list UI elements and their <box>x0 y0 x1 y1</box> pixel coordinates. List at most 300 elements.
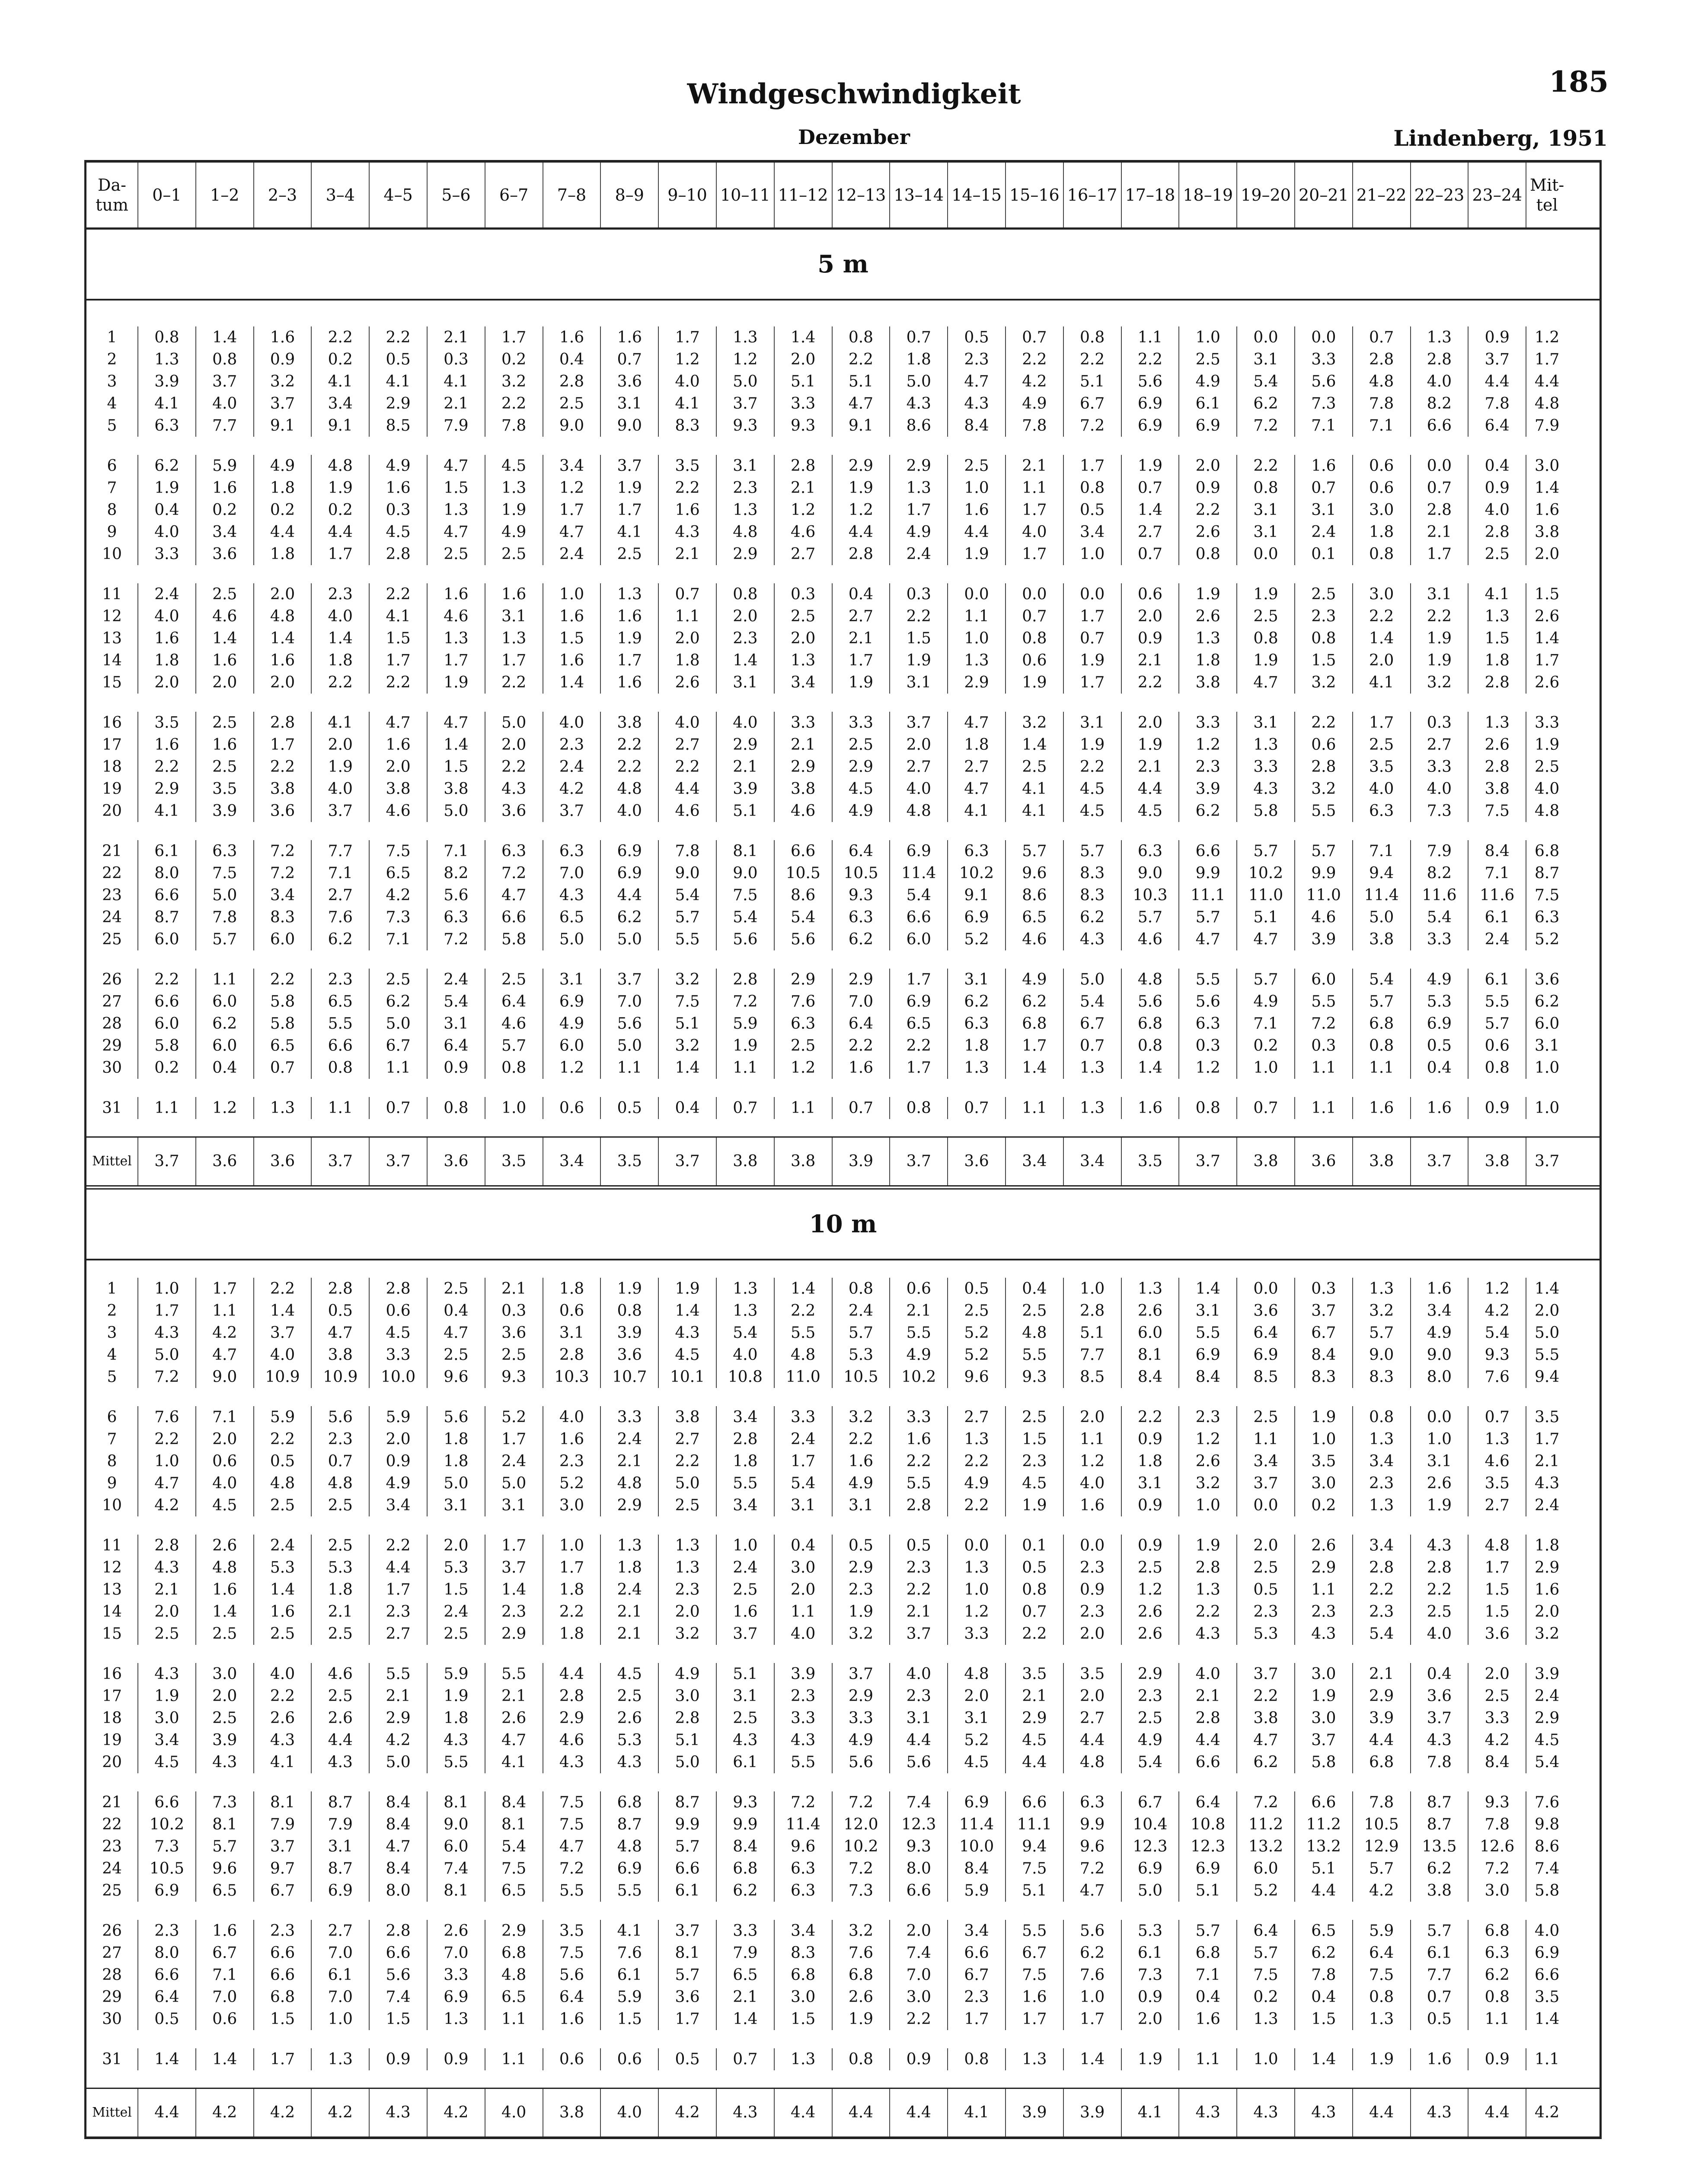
hour-value: 6.6 <box>1179 1751 1237 1773</box>
hour-value: 3.2 <box>485 371 543 393</box>
hour-value: 1.1 <box>1295 1579 1353 1601</box>
hour-value: 2.3 <box>1064 1601 1122 1623</box>
hour-value: 5.1 <box>1237 906 1295 928</box>
hour-value: 1.6 <box>659 499 717 521</box>
hour-value: 4.2 <box>196 1322 254 1344</box>
hour-value: 2.3 <box>948 349 1006 371</box>
hour-value: 2.9 <box>833 455 891 477</box>
hour-value: 0.4 <box>1006 1278 1064 1300</box>
hour-value: 4.0 <box>196 1472 254 1494</box>
hour-value: 1.7 <box>659 2008 717 2030</box>
hour-value: 1.4 <box>196 326 254 349</box>
hour-value: 4.9 <box>1179 371 1237 393</box>
hour-value: 2.6 <box>1295 1535 1353 1557</box>
hour-value: 3.3 <box>948 1623 1006 1645</box>
hour-value: 2.9 <box>948 672 1006 694</box>
hour-value: 2.2 <box>543 1601 601 1623</box>
hour-value: 2.3 <box>1179 756 1237 778</box>
hour-value: 6.3 <box>485 840 543 862</box>
hour-value: 2.9 <box>485 1623 543 1645</box>
hour-value: 4.9 <box>1006 393 1064 415</box>
hour-value: 3.1 <box>1411 1450 1469 1472</box>
hour-value: 0.6 <box>543 2048 601 2070</box>
hour-value: 2.5 <box>485 543 543 565</box>
hour-value: 2.5 <box>428 543 485 565</box>
hour-value: 2.4 <box>601 1428 659 1450</box>
hour-value: 1.7 <box>196 1278 254 1300</box>
hour-value: 2.6 <box>1122 1623 1180 1645</box>
hour-value: 2.7 <box>890 756 948 778</box>
hour-value: 2.5 <box>717 1707 775 1729</box>
hour-value: 1.4 <box>659 1057 717 1079</box>
hour-value: 5.5 <box>775 1751 833 1773</box>
hour-value: 3.5 <box>196 778 254 800</box>
mittel-value: 3.4 <box>1064 1138 1122 1185</box>
hour-value: 6.6 <box>138 1964 196 1986</box>
hour-value: 5.3 <box>428 1557 485 1579</box>
hour-value: 2.8 <box>890 1494 948 1516</box>
hour-value: 8.7 <box>1411 1791 1469 1813</box>
hour-value: 0.7 <box>312 1450 370 1472</box>
hour-value: 3.0 <box>138 1707 196 1729</box>
hour-value: 0.9 <box>370 1450 428 1472</box>
hour-value: 1.6 <box>370 734 428 756</box>
hour-value: 1.4 <box>254 1579 312 1601</box>
hour-value: 5.5 <box>890 1322 948 1344</box>
hour-value: 1.7 <box>1006 499 1064 521</box>
row-mittel: 1.4 <box>1534 2010 1560 2028</box>
hour-value: 4.0 <box>196 393 254 415</box>
hour-value: 7.9 <box>1411 840 1469 862</box>
hour-value: 1.0 <box>485 1097 543 1119</box>
hour-value: 3.5 <box>1064 1663 1122 1685</box>
hour-value: 1.1 <box>196 969 254 991</box>
header-hour: 8–9 <box>601 163 659 227</box>
row-mittel: 1.7 <box>1534 1430 1560 1448</box>
hour-value: 5.9 <box>948 1880 1006 1902</box>
hour-value: 2.9 <box>890 455 948 477</box>
hour-value: 9.0 <box>196 1366 254 1388</box>
hour-value: 1.2 <box>1179 734 1237 756</box>
hour-value: 4.5 <box>1006 1729 1064 1751</box>
hour-value: 7.2 <box>428 928 485 950</box>
hour-value: 2.1 <box>1353 1663 1411 1685</box>
hour-value: 6.9 <box>1122 393 1180 415</box>
row-date: 17 <box>86 734 138 756</box>
hour-value: 1.5 <box>1295 2008 1353 2030</box>
table-row <box>86 1880 1599 1902</box>
hour-value: 4.4 <box>1179 1729 1237 1751</box>
hour-value: 6.3 <box>1469 1942 1526 1964</box>
hour-value: 2.5 <box>196 1623 254 1645</box>
header-hour: 22–23 <box>1411 163 1469 227</box>
header-hour: 11–12 <box>775 163 833 227</box>
row-date: 13 <box>86 627 138 649</box>
hour-value: 7.8 <box>1469 393 1526 415</box>
row-date: 4 <box>86 393 138 415</box>
hour-value: 1.7 <box>485 326 543 349</box>
hour-value: 4.3 <box>717 1729 775 1751</box>
hour-value: 0.1 <box>1295 543 1353 565</box>
hour-value: 0.7 <box>1295 477 1353 499</box>
hour-value: 1.0 <box>1064 1278 1122 1300</box>
hour-value: 2.6 <box>601 1707 659 1729</box>
hour-value: 2.8 <box>254 712 312 734</box>
hour-value: 1.9 <box>1122 2048 1180 2070</box>
hour-value: 2.5 <box>775 1035 833 1057</box>
hour-value: 3.0 <box>890 1986 948 2008</box>
hour-value: 1.8 <box>543 1623 601 1645</box>
hour-value: 0.4 <box>775 1535 833 1557</box>
section-title: 5 m <box>86 230 1599 301</box>
hour-value: 0.3 <box>1179 1035 1237 1057</box>
hour-value: 3.1 <box>312 1836 370 1858</box>
hour-value: 2.7 <box>312 884 370 906</box>
hour-value: 4.2 <box>370 1729 428 1751</box>
hour-value: 5.4 <box>1353 1623 1411 1645</box>
row-date: 1 <box>86 1278 138 1300</box>
hour-value: 3.3 <box>717 1920 775 1942</box>
hour-value: 1.9 <box>1006 1494 1064 1516</box>
hour-value: 1.7 <box>138 1300 196 1322</box>
table-row <box>86 1322 1599 1344</box>
hour-value: 1.6 <box>1122 1097 1180 1119</box>
hour-value: 1.9 <box>1353 2048 1411 2070</box>
row-date: 19 <box>86 778 138 800</box>
hour-value: 5.9 <box>717 1013 775 1035</box>
hour-value: 0.2 <box>196 499 254 521</box>
hour-value: 7.9 <box>254 1813 312 1836</box>
hour-value: 0.0 <box>1411 455 1469 477</box>
hour-value: 2.8 <box>370 1278 428 1300</box>
hour-value: 1.4 <box>1006 734 1064 756</box>
hour-value: 8.4 <box>370 1858 428 1880</box>
hour-value: 8.6 <box>1006 884 1064 906</box>
row-mittel: 1.4 <box>1534 630 1560 647</box>
hour-value: 0.7 <box>1006 326 1064 349</box>
hour-value: 0.3 <box>1295 1278 1353 1300</box>
hour-value: 3.1 <box>890 1707 948 1729</box>
hour-value: 4.7 <box>948 371 1006 393</box>
hour-value: 1.3 <box>659 1535 717 1557</box>
hour-value: 3.8 <box>254 778 312 800</box>
hour-value: 3.9 <box>196 1729 254 1751</box>
hour-value: 1.4 <box>1353 627 1411 649</box>
hour-value: 3.6 <box>601 371 659 393</box>
hour-value: 3.2 <box>1353 1300 1411 1322</box>
hour-value: 8.4 <box>1295 1344 1353 1366</box>
hour-value: 3.0 <box>1353 499 1411 521</box>
hour-value: 3.2 <box>659 1623 717 1645</box>
row-mittel: 2.6 <box>1534 674 1560 691</box>
hour-value: 1.2 <box>543 1057 601 1079</box>
hour-value: 2.4 <box>543 756 601 778</box>
hour-value: 2.8 <box>1411 349 1469 371</box>
hour-value: 2.2 <box>1237 1685 1295 1707</box>
hour-value: 6.7 <box>1064 1013 1122 1035</box>
hour-value: 8.3 <box>1295 1366 1353 1388</box>
hour-value: 1.7 <box>485 1428 543 1450</box>
hour-value: 5.0 <box>428 800 485 822</box>
hour-value: 10.8 <box>1179 1813 1237 1836</box>
hour-value: 4.0 <box>138 605 196 627</box>
hour-value: 2.9 <box>485 1920 543 1942</box>
table-row <box>86 521 1599 543</box>
hour-value: 7.1 <box>196 1406 254 1428</box>
hour-value: 2.0 <box>1237 1535 1295 1557</box>
hour-value: 4.9 <box>485 521 543 543</box>
hour-value: 4.7 <box>370 1836 428 1858</box>
table-row <box>86 1729 1599 1751</box>
hour-value: 5.0 <box>138 1344 196 1366</box>
table-row <box>86 1097 1599 1119</box>
hour-value: 6.1 <box>601 1964 659 1986</box>
hour-value: 5.8 <box>254 1013 312 1035</box>
section-body <box>86 1260 1599 2136</box>
hour-value: 5.8 <box>254 991 312 1013</box>
hour-value: 0.4 <box>1469 455 1526 477</box>
hour-value: 0.7 <box>717 1097 775 1119</box>
hour-value: 2.8 <box>1411 499 1469 521</box>
hour-value: 4.6 <box>543 1729 601 1751</box>
hour-value: 1.7 <box>1064 2008 1122 2030</box>
hour-value: 2.2 <box>1353 605 1411 627</box>
hour-value: 5.3 <box>1122 1920 1180 1942</box>
row-date: 11 <box>86 1535 138 1557</box>
hour-value: 11.0 <box>775 1366 833 1388</box>
hour-value: 1.3 <box>775 649 833 672</box>
row-mittel: 4.0 <box>1534 780 1560 798</box>
hour-value: 2.9 <box>775 969 833 991</box>
header-hour: 19–20 <box>1237 163 1295 227</box>
hour-value: 1.5 <box>1469 1579 1526 1601</box>
hour-value: 5.5 <box>1006 1920 1064 1942</box>
hour-value: 0.6 <box>1353 477 1411 499</box>
hour-value: 5.5 <box>601 1880 659 1902</box>
mittel-value: 3.9 <box>1006 2089 1064 2136</box>
hour-value: 6.1 <box>1469 969 1526 991</box>
mittel-value: 3.7 <box>370 1138 428 1185</box>
hour-value: 2.9 <box>833 1685 891 1707</box>
hour-value: 3.1 <box>1295 499 1353 521</box>
hour-value: 4.9 <box>833 1729 891 1751</box>
hour-value: 2.0 <box>254 583 312 605</box>
hour-value: 2.6 <box>1179 521 1237 543</box>
hour-value: 10.3 <box>1122 884 1180 906</box>
hour-value: 3.4 <box>312 393 370 415</box>
hour-value: 2.6 <box>1122 1601 1180 1623</box>
hour-value: 2.5 <box>1237 605 1295 627</box>
hour-value: 12.6 <box>1469 1836 1526 1858</box>
hour-value: 1.3 <box>601 583 659 605</box>
hour-value: 1.9 <box>717 1035 775 1057</box>
hour-value: 1.3 <box>1469 605 1526 627</box>
hour-value: 5.1 <box>717 800 775 822</box>
hour-value: 1.0 <box>1237 1057 1295 1079</box>
hour-value: 1.0 <box>1295 1428 1353 1450</box>
header-hour: 2–3 <box>254 163 312 227</box>
hour-value: 6.3 <box>948 1013 1006 1035</box>
hour-value: 3.6 <box>196 543 254 565</box>
hour-value: 2.7 <box>1064 1707 1122 1729</box>
hour-value: 2.8 <box>1179 1557 1237 1579</box>
hour-value: 1.4 <box>1006 1057 1064 1079</box>
hour-value: 1.3 <box>1353 1428 1411 1450</box>
row-mittel: 7.9 <box>1534 417 1560 435</box>
row-mittel: 1.8 <box>1534 1537 1560 1554</box>
hour-value: 7.6 <box>138 1406 196 1428</box>
row-date: 16 <box>86 1663 138 1685</box>
hour-value: 3.4 <box>717 1406 775 1428</box>
row-mittel: 2.4 <box>1534 1687 1560 1705</box>
hour-value: 6.5 <box>717 1964 775 1986</box>
row-mittel: 8.6 <box>1534 1838 1560 1855</box>
hour-value: 4.3 <box>1295 1623 1353 1645</box>
row-mittel: 1.2 <box>1534 329 1560 346</box>
hour-value: 4.0 <box>1353 778 1411 800</box>
hour-value: 2.0 <box>1122 2008 1180 2030</box>
hour-value: 7.1 <box>1469 862 1526 884</box>
hour-value: 5.7 <box>1064 840 1122 862</box>
hour-value: 2.2 <box>601 734 659 756</box>
hour-value: 6.6 <box>485 906 543 928</box>
hour-value: 1.1 <box>196 1300 254 1322</box>
hour-value: 2.2 <box>254 756 312 778</box>
hour-value: 2.2 <box>890 605 948 627</box>
hour-value: 2.3 <box>717 477 775 499</box>
row-date: 4 <box>86 1344 138 1366</box>
row-mittel: 3.5 <box>1534 1988 1560 2006</box>
hour-value: 4.0 <box>138 521 196 543</box>
hour-value: 1.0 <box>543 1535 601 1557</box>
hour-value: 2.3 <box>312 969 370 991</box>
hour-value: 11.1 <box>1006 1813 1064 1836</box>
hour-value: 2.2 <box>601 756 659 778</box>
hour-value: 11.6 <box>1411 884 1469 906</box>
hour-value: 4.7 <box>833 393 891 415</box>
hour-value: 0.4 <box>659 1097 717 1119</box>
hour-value: 0.9 <box>1179 477 1237 499</box>
hour-value: 9.9 <box>1179 862 1237 884</box>
hour-value: 2.1 <box>890 1601 948 1623</box>
hour-value: 1.0 <box>1411 1428 1469 1450</box>
mittel-value: 4.4 <box>138 2089 196 2136</box>
hour-value: 0.8 <box>1295 627 1353 649</box>
hour-value: 2.2 <box>485 756 543 778</box>
hour-value: 2.0 <box>1122 712 1180 734</box>
hour-value: 3.7 <box>254 393 312 415</box>
hour-value: 2.2 <box>254 1685 312 1707</box>
hour-value: 5.7 <box>196 1836 254 1858</box>
hour-value: 2.1 <box>601 1450 659 1472</box>
hour-value: 3.5 <box>1295 1450 1353 1472</box>
hour-value: 0.3 <box>890 583 948 605</box>
hour-value: 6.0 <box>1295 969 1353 991</box>
hour-value: 4.5 <box>948 1751 1006 1773</box>
mittel-value: 4.2 <box>428 2089 485 2136</box>
hour-value: 8.1 <box>717 840 775 862</box>
hour-value: 6.2 <box>1411 1858 1469 1880</box>
hour-value: 1.3 <box>312 2048 370 2070</box>
hour-value: 0.8 <box>948 2048 1006 2070</box>
hour-value: 0.8 <box>196 349 254 371</box>
table-row <box>86 1601 1599 1623</box>
hour-value: 6.0 <box>196 1035 254 1057</box>
hour-value: 2.1 <box>1411 521 1469 543</box>
table-row <box>86 1057 1599 1079</box>
hour-value: 8.1 <box>428 1791 485 1813</box>
hour-value: 8.1 <box>254 1791 312 1813</box>
hour-value: 5.6 <box>1295 371 1353 393</box>
row-mittel: 1.9 <box>1534 736 1560 754</box>
hour-value: 3.1 <box>717 1685 775 1707</box>
header-hour: 20–21 <box>1295 163 1353 227</box>
mittel-value: 4.2 <box>312 2089 370 2136</box>
hour-value: 13.5 <box>1411 1836 1469 1858</box>
hour-value: 2.3 <box>1122 1685 1180 1707</box>
hour-value: 3.0 <box>1469 1880 1526 1902</box>
hour-value: 1.3 <box>717 1300 775 1322</box>
mittel-value: 3.7 <box>1411 1138 1469 1185</box>
hour-value: 2.2 <box>312 326 370 349</box>
hour-value: 2.2 <box>890 1579 948 1601</box>
hour-value: 8.4 <box>717 1836 775 1858</box>
hour-value: 3.2 <box>833 1623 891 1645</box>
hour-value: 10.9 <box>254 1366 312 1388</box>
hour-value: 6.2 <box>138 455 196 477</box>
table-row <box>86 969 1599 991</box>
row-date: 26 <box>86 969 138 991</box>
hour-value: 5.6 <box>1064 1920 1122 1942</box>
hour-value: 1.9 <box>833 1601 891 1623</box>
hour-value: 2.0 <box>775 627 833 649</box>
hour-value: 0.5 <box>1006 1557 1064 1579</box>
hour-value: 1.9 <box>1411 649 1469 672</box>
hour-value: 1.8 <box>254 543 312 565</box>
hour-value: 2.7 <box>1122 521 1180 543</box>
hour-value: 5.4 <box>717 1322 775 1344</box>
hour-value: 6.2 <box>1295 1942 1353 1964</box>
hour-value: 2.3 <box>543 734 601 756</box>
hour-value: 3.7 <box>1295 1300 1353 1322</box>
hour-value: 5.8 <box>1295 1751 1353 1773</box>
hour-value: 7.7 <box>312 840 370 862</box>
hour-value: 2.5 <box>196 756 254 778</box>
hour-value: 2.1 <box>890 1300 948 1322</box>
hour-value: 9.0 <box>659 862 717 884</box>
hour-value: 4.8 <box>601 1472 659 1494</box>
hour-value: 8.3 <box>1064 884 1122 906</box>
table-row <box>86 1406 1599 1428</box>
hour-value: 4.3 <box>1237 778 1295 800</box>
hour-value: 0.4 <box>138 499 196 521</box>
hour-value: 3.4 <box>717 1494 775 1516</box>
hour-value: 0.9 <box>1122 1428 1180 1450</box>
hour-value: 4.6 <box>1469 1450 1526 1472</box>
hour-value: 1.8 <box>543 1579 601 1601</box>
hour-value: 6.3 <box>1353 800 1411 822</box>
hour-value: 1.4 <box>1122 499 1180 521</box>
hour-value: 0.4 <box>196 1057 254 1079</box>
hour-value: 3.7 <box>1237 1472 1295 1494</box>
hour-value: 1.8 <box>601 1557 659 1579</box>
hour-value: 6.9 <box>890 991 948 1013</box>
hour-value: 2.4 <box>428 969 485 991</box>
hour-value: 0.4 <box>1179 1986 1237 2008</box>
hour-value: 5.5 <box>1295 991 1353 1013</box>
hour-value: 2.0 <box>370 1428 428 1450</box>
hour-value: 7.1 <box>312 862 370 884</box>
